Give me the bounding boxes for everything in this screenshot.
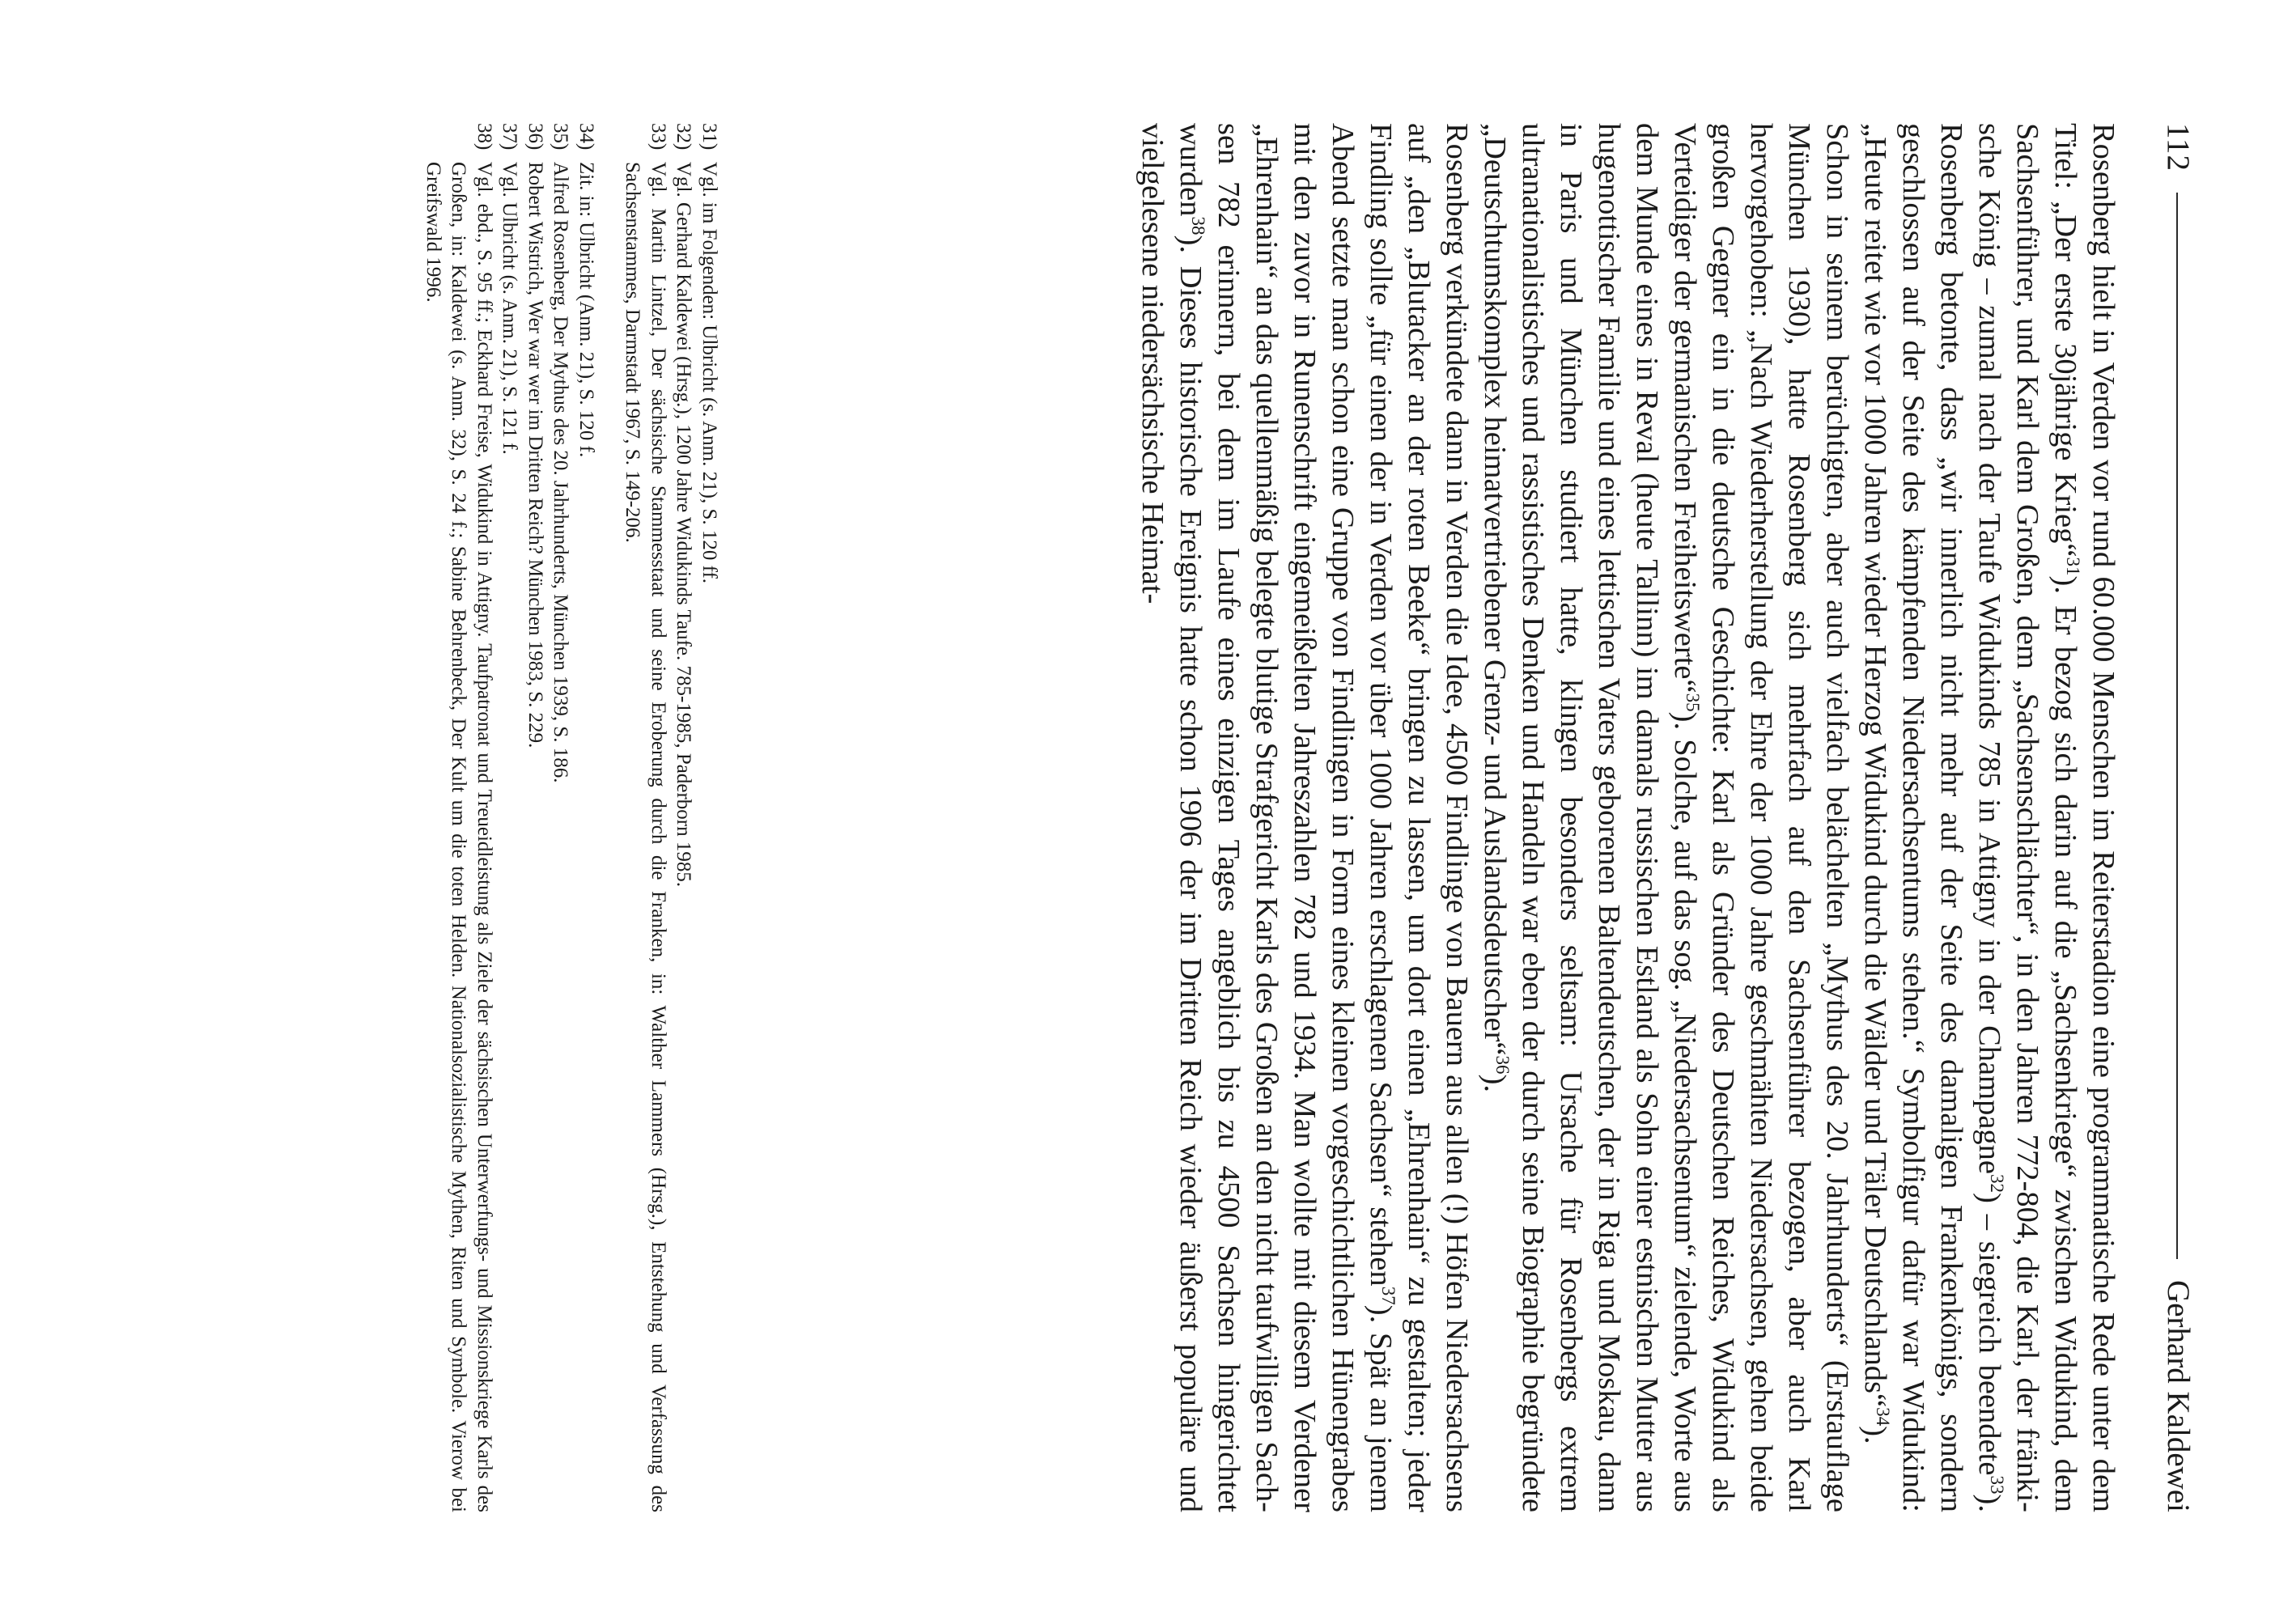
text-run: ) – siegreich beendete [1972, 1193, 2006, 1476]
text-run: ). Rosenberg betonte, dass „wir innerlich nicht mehr auf der Seite des damaligen Frankenkönigs, sondern geschlossen auf der Seite des kämpfenden Niedersachsentums stehen.“ Symbolfigur dafür war Widukind: „Heute reitet wie vor 1000 Jahren wieder Herzog Widukind durch die Wälder und Täler Deutschlands“ [1858, 123, 2006, 1512]
footnotes [421, 123, 723, 1512]
body-paragraph [1133, 123, 1475, 1512]
body-paragraph [1475, 123, 1856, 1512]
footnote [620, 123, 671, 1512]
footnote-number: 34) [575, 123, 597, 151]
footnote-reference: 35 [1682, 693, 1704, 712]
footnote-text: Robert Wistrich, Wer war wer im Dritten Reich? München 1983, S. 229. [524, 162, 546, 748]
footnote [523, 123, 549, 1512]
footnote-reference: 32 [1986, 1174, 2008, 1194]
footnote-reference: 34 [1872, 1407, 1894, 1427]
body-paragraph [1856, 123, 2122, 1512]
header-rule [2176, 193, 2178, 1259]
text-run: Rosenberg hielt in Verden vor rund 60.000 Menschen im Reiterstadion eine programmatische Rede unter dem Titel: „Der erste 30jährige Krieg“ [2048, 123, 2120, 1512]
body-text [1133, 123, 2122, 1512]
footnote-reference: 33 [1986, 1475, 2008, 1495]
footnote-reference: 37 [1377, 1286, 1399, 1305]
footnote-reference: 31 [2062, 557, 2084, 576]
page-header [2154, 123, 2203, 1512]
footnote [574, 123, 600, 1512]
footnote [497, 123, 523, 1512]
footnote-reference: 38 [1187, 216, 1209, 235]
text-run: ). Spät an jenem Abend setzte man schon eine Gruppe von Findlingen in Form eines kleinen vorgeschichtlichen Hünengrabes mit den zuvor in Runenschrift eingemeißelten Jahreszahlen 782 und 1934. Man wollte mit diesem Verdener „Ehrenhain“ an das quellenmäßig belegte blutige Strafgericht Karls des Großen an den nicht taufwilligen Sachsen 782 erinnern, bei dem im Laufe eines einzigen Tages angeblich bis zu 4500 Sachsen hingerichtet wurden [1174, 123, 1398, 1512]
running-author: Gerhard Kaldewei [2161, 1280, 2196, 1512]
footnote [421, 123, 498, 1512]
footnote-number: 32) [673, 123, 695, 151]
footnote-gap [599, 123, 620, 1512]
footnote-text: Vgl. Martin Lintzel, Der sächsische Stammesstaat und seine Eroberung durch die Franken, in: Walther Lammers (Hrsg.), Entstehung und Verfassung des Sachsenstammes, Darmstadt 1967, S. 149-206. [622, 162, 669, 1512]
footnote-number: 31) [698, 123, 720, 151]
text-run: ). Dieses historische Ereignis hatte schon 1906 der im Dritten Reich wieder äußerst populäre und vielgelesene niedersächsische Heimat- [1135, 123, 1208, 1512]
footnote [697, 123, 723, 1512]
footnote-number: 36) [524, 123, 546, 151]
footnote-text: Vgl. ebd., S. 95 ff.; Eckhard Freise, Widukind in Attigny. Taufpatronat und Treueidleistung als Ziele der sächsischen Unterwerfungs- und Missionskriege Karls des Großen, in: Kaldewei (s. Anm. 32), S. 24 f.; Sabine Behrenbeck, Der Kult um die toten Helden. Nationalsozialistische Mythen, Riten und Symbole. Vierow bei Greifswald 1996. [422, 162, 495, 1512]
footnote-number: 38) [473, 123, 495, 151]
text-run: ). [1858, 1426, 1892, 1444]
footnote-reference: 36 [1492, 1055, 1513, 1075]
text-run: Schon in seinem berüchtigten, aber auch vielfach belächelten „Mythus des 20. Jahrhunderts“ (Erstauflage München 1930), hatte Rosenberg sich mehrfach auf den Sachsenführer bezogen, aber auch Karl hervorgehoben: „Nach Wiederherstellung der Ehre der 1000 Jahre geschmähten Niedersachsen, gehen beide großen Gegner ein in die deutsche Geschichte: Karl als Gründer des Deutschen Reiches, Widukind als Verteidiger der germanischen Freiheitswerte“ [1668, 123, 1854, 1512]
text-run: ). [1478, 1074, 1512, 1093]
footnote-text: Zit. in: Ulbricht (Anm. 21), S. 120 f. [575, 162, 597, 458]
text-run: ). Er bezog sich darin auf die „Sachsenkriege“ zwischen Widukind, dem Sachsenführer, und Karl dem Großen, dem „Sachsenschlächter“, in den Jahren 772-804, die Karl, der fränkische König – zumal nach der Taufe Widukinds 785 in Attigny in der Champagne [1972, 123, 2082, 1512]
footnote-text: Vgl. im Folgenden: Ulbricht (s. Anm. 21), S. 120 ff. [698, 162, 720, 584]
footnote-number: 37) [499, 123, 521, 151]
footnote-text: Vgl. Ulbricht (s. Anm. 21), S. 121 f. [499, 162, 521, 455]
footnote [671, 123, 697, 1512]
footnote [548, 123, 574, 1512]
footnote-text: Alfred Rosenberg, Der Mythus des 20. Jahrhunderts, München 1939, S. 186. [550, 162, 572, 783]
footnote-number: 35) [550, 123, 572, 151]
text-run: ). Solche, auf das sog. „Niedersachsentum“ zielende, Worte aus dem Munde eines in Reval (heute Tallinn) im damals russischen Estland als Sohn einer estnischen Mutter aus hugenottischer Familie und eines lettischen Vaters geborenen Baltendeutschen, der in Riga und Moskau, dann in Paris und München studiert hatte, klingen besonders seltsam: Ursache für Rosenbergs extrem ultranationalistisches und rassistisches Denken und Handeln war eben der durch seine Biographie begründete „Deutschtumskomplex heimatvertriebener Grenz- und Auslandsdeutscher“ [1478, 123, 1702, 1512]
footnote-text: Vgl. Gerhard Kaldewei (Hrsg.), 1200 Jahre Widukinds Taufe. 785-1985, Paderborn 1985. [673, 162, 695, 888]
page-number: 112 [2161, 123, 2196, 172]
footnote-number: 33) [647, 123, 669, 151]
text-run: Rosenberg verkündete dann in Verden die Idee, 4500 Findlinge von Bauern aus allen (!) Höfen Niedersachsens auf „den „Blutacker an der roten Beeke“ bringen zu lassen, um dort einen „Ehrenhain“ zu gestalten; jeder Findling sollte „für einen der in Verden vor über 1000 Jahren erschlagenen Sachsen“ stehen [1364, 123, 1474, 1512]
